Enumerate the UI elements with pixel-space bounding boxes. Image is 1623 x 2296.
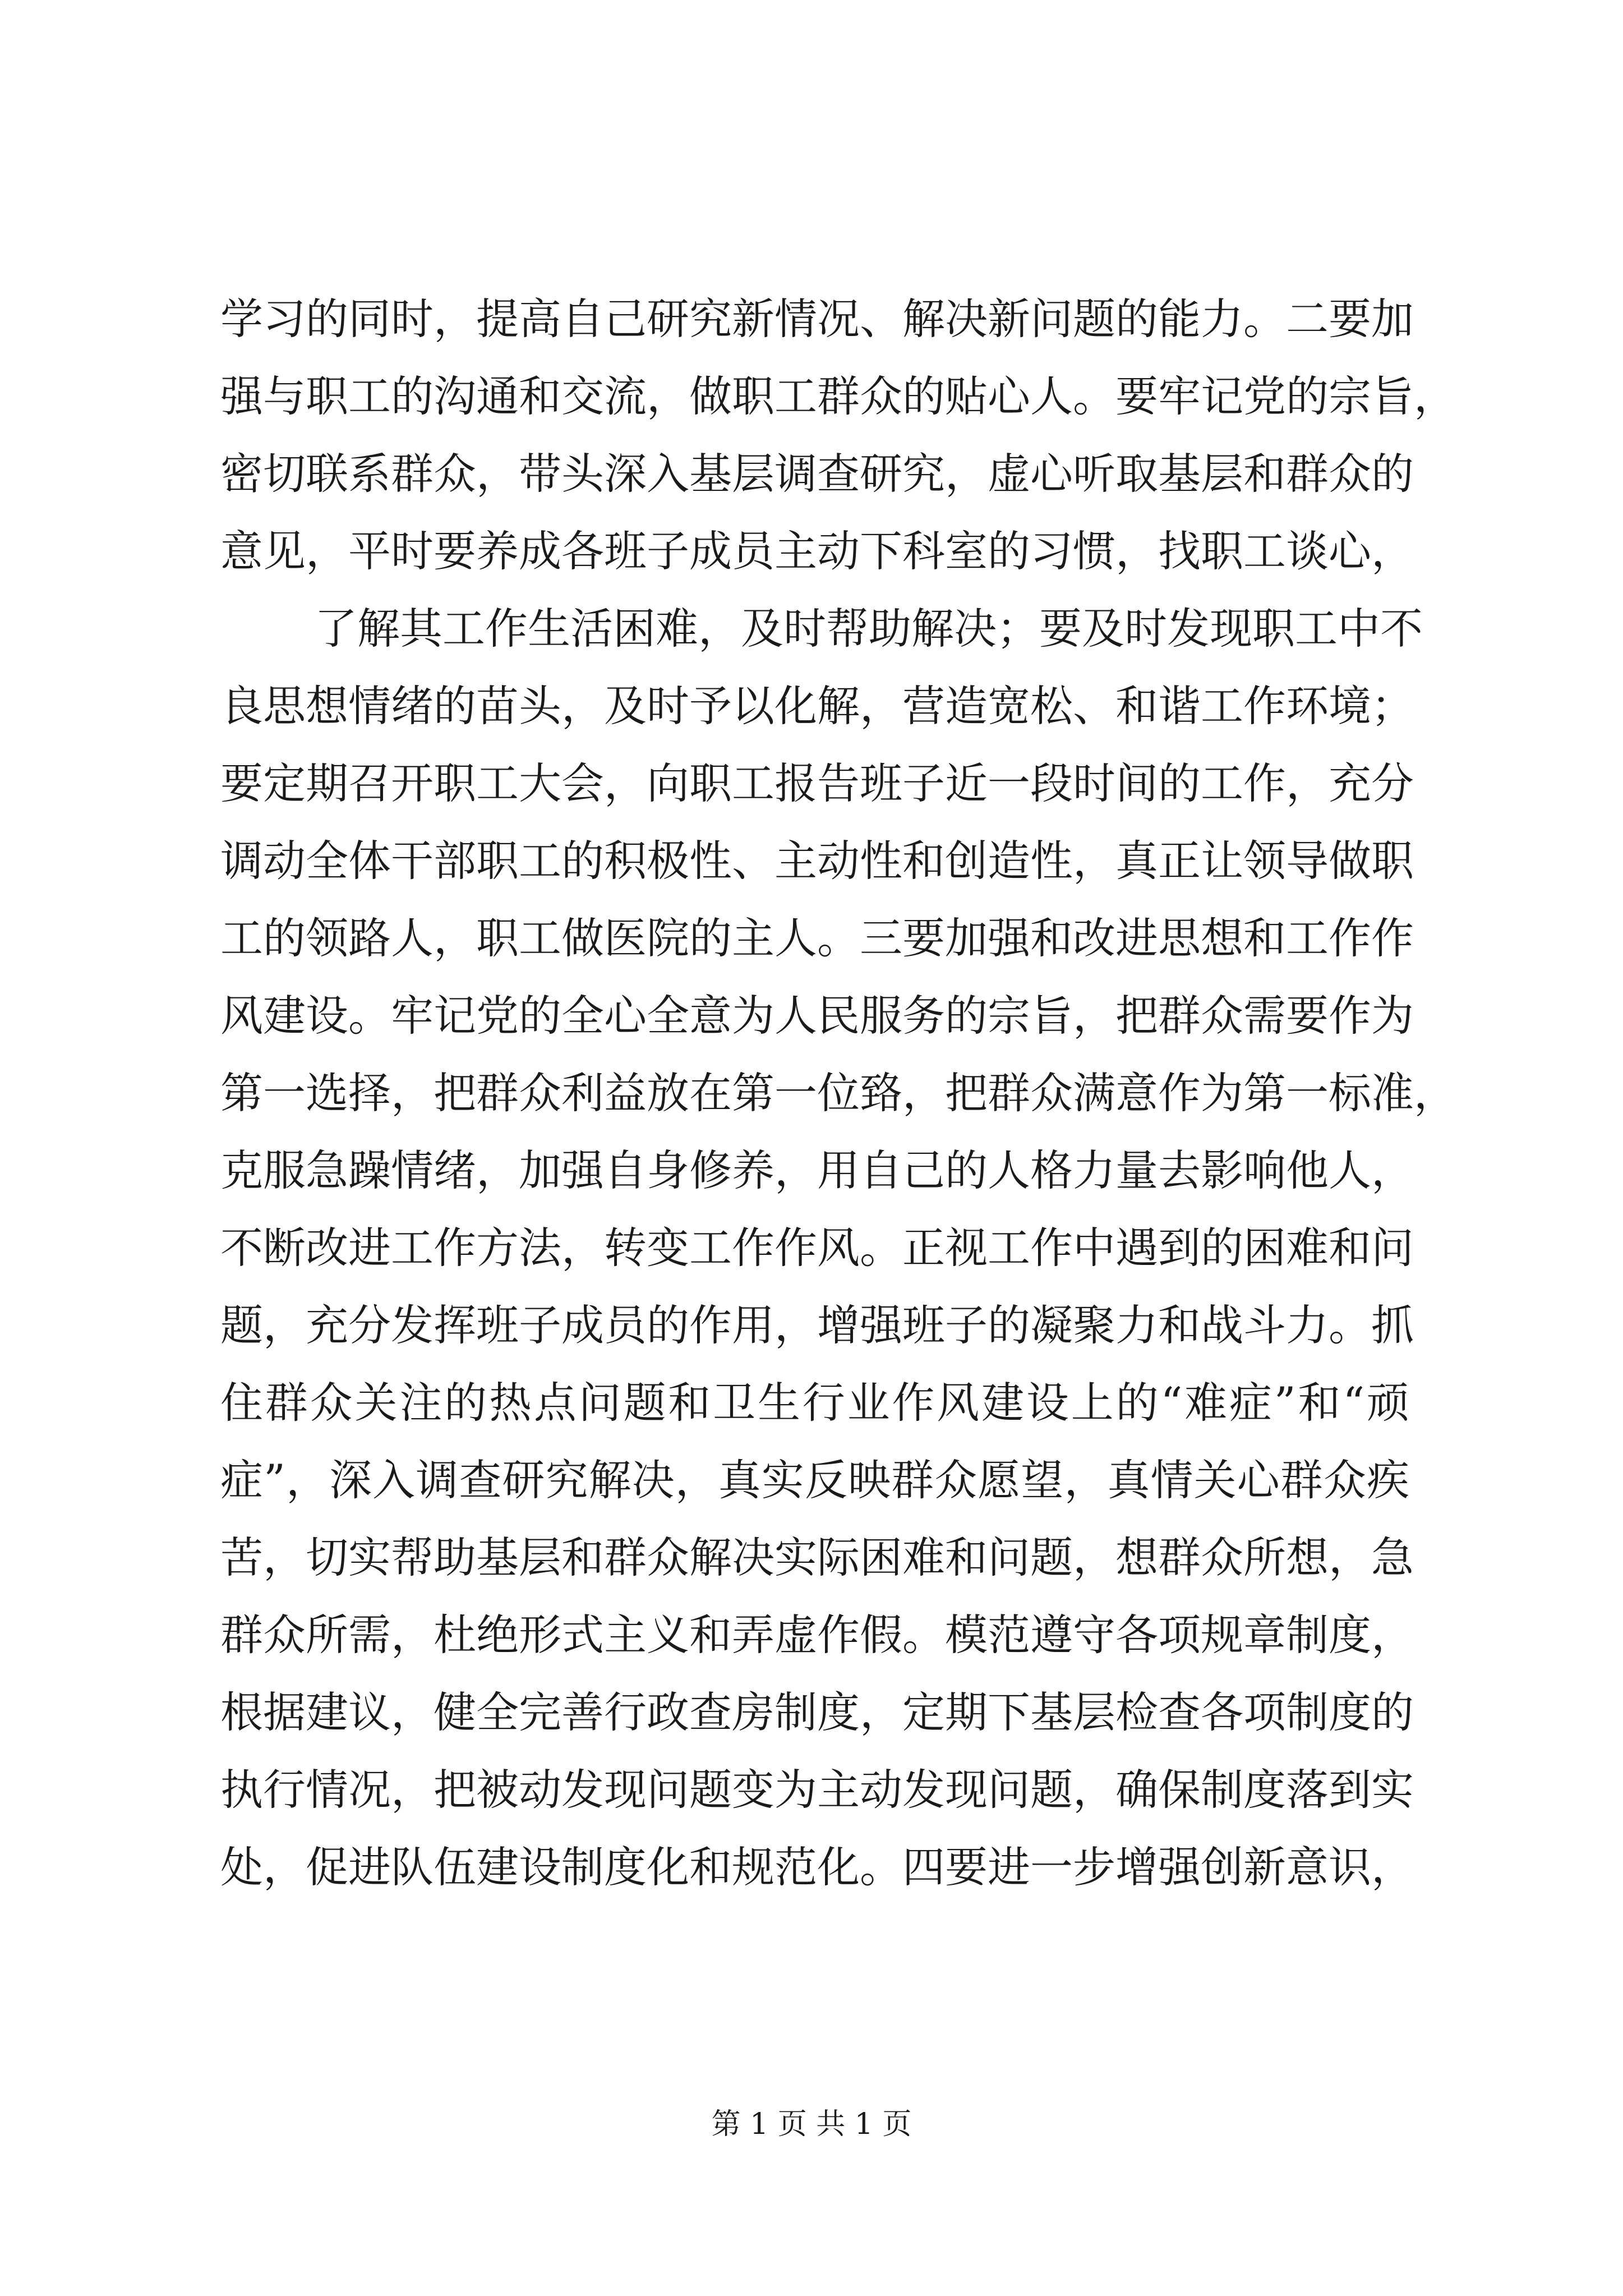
text-line: 良思想情绪的苗头，及时予以化解，营造宽松、和谐工作环境； (220, 681, 1414, 731)
page-number-label: 第 1 页 共 1 页 (711, 2108, 912, 2141)
text-line: 意见，平时要养成各班子成员主动下科室的习惯，找职工谈心， (220, 526, 1414, 576)
text-line: 症”，深入调查研究解决，真实反映群众愿望，真情关心群众疾 (220, 1455, 1409, 1505)
text-line-indented: 了解其工作生活困难，及时帮助解决；要及时发现职工中不 (315, 604, 1423, 654)
text-line: 密切联系群众，带头深入基层调查研究，虚心听取基层和群众的 (220, 449, 1414, 499)
text-line: 题，充分发挥班子成员的作用，增强班子的凝聚力和战斗力。抓 (220, 1300, 1414, 1350)
text-line: 学习的同时，提高自己研究新情况、解决新问题的能力。二要加 (220, 294, 1414, 344)
page-footer (0, 2105, 1623, 2144)
text-line: 群众所需，杜绝形式主义和弄虚作假。模范遵守各项规章制度， (220, 1610, 1414, 1660)
text-line: 根据建议，健全完善行政查房制度，定期下基层检查各项制度的 (220, 1687, 1414, 1737)
text-line: 调动全体干部职工的积极性、主动性和创造性，真正让领导做职 (220, 836, 1414, 886)
text-line: 要定期召开职工大会，向职工报告班子近一段时间的工作，充分 (220, 758, 1414, 808)
text-line: 第一选择，把群众利益放在第一位臵，把群众满意作为第一标准， (220, 1068, 1456, 1118)
text-line: 强与职工的沟通和交流，做职工群众的贴心人。要牢记党的宗旨， (220, 371, 1456, 421)
text-line: 克服急躁情绪，加强自身修养，用自己的人格力量去影响他人， (220, 1145, 1414, 1195)
text-line: 工的领路人，职工做医院的主人。三要加强和改进思想和工作作 (220, 913, 1414, 963)
body-text (220, 280, 1456, 1906)
text-line: 苦，切实帮助基层和群众解决实际困难和问题，想群众所想，急 (220, 1533, 1414, 1582)
text-line: 不断改进工作方法，转变工作作风。正视工作中遇到的困难和问 (220, 1223, 1414, 1273)
text-line: 住群众关注的热点问题和卫生行业作风建设上的“难症”和“顽 (220, 1378, 1409, 1428)
text-line: 执行情况，把被动发现问题变为主动发现问题，确保制度落到实 (220, 1765, 1414, 1815)
text-line: 处，促进队伍建设制度化和规范化。四要进一步增强创新意识， (220, 1842, 1414, 1892)
text-line: 风建设。牢记党的全心全意为人民服务的宗旨，把群众需要作为 (220, 991, 1414, 1041)
